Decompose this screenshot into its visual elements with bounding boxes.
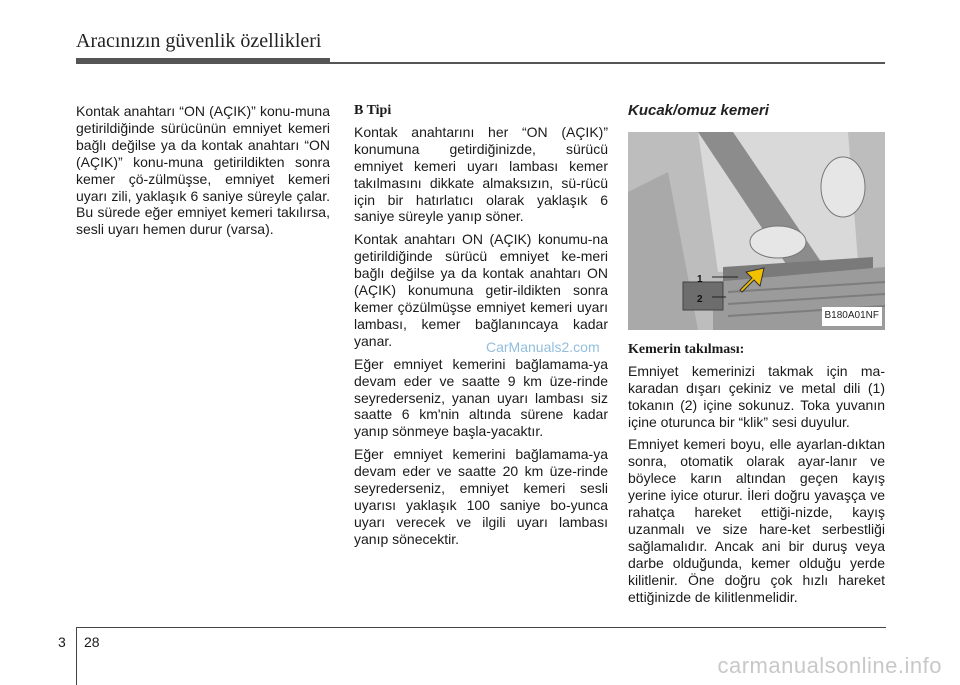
col2-paragraph-2: Kontak anahtarı ON (AÇIK) konumu-na getirildiğinde sürücü emniyet ke-meri bağlı değilse ya da kontak anahtarı ON (AÇIK) konumuna getir-ildikten sonra kemer çözülmüşse emniyet kemeri uyarı lambası, kemer bağlanıncaya kadar yanar. bbox=[354, 231, 608, 349]
seat-belt-drawing bbox=[628, 132, 885, 330]
col3-paragraph-1: Emniyet kemerinizi takmak için ma-karadan dışarı çekiniz ve metal dili (1) tokanın (2) içine sokunuz. Toka yuvanın içine oturunca bir “klik” sesi duyulur. bbox=[628, 362, 885, 430]
subheading-fastening-belt: Kemerin takılması: bbox=[628, 341, 745, 357]
col1-paragraph-1: Kontak anahtarı “ON (AÇIK)” konu-muna getirildiğinde sürücünün emniyet kemeri bağlı değilse ya da kontak anahtarı “ON (AÇIK)” konu-muna getirildikten sonra kemer çö-zülmüşse, emniyet kemeri uyarı zili, yaklaşık 6 saniye süreyle çalar. Bu sürede eğer emniyet kemeri takılırsa, sesli uyarı hemen durur (varsa). bbox=[76, 103, 330, 238]
section-heading-b-tipi: B Tipi bbox=[354, 103, 392, 118]
column-2 bbox=[354, 103, 608, 554]
header-rule-thick bbox=[76, 58, 330, 64]
callout-2: 2 bbox=[697, 293, 703, 305]
header-rule-thin bbox=[330, 62, 885, 64]
page-number: 28 bbox=[84, 634, 100, 650]
footer-rule-horizontal bbox=[76, 627, 886, 628]
section-heading-lap-shoulder-belt: Kucak/omuz kemeri bbox=[628, 102, 769, 119]
watermark: CarManuals2.com bbox=[486, 339, 600, 355]
chapter-number: 3 bbox=[58, 634, 66, 650]
col3-paragraph-2: Emniyet kemeri boyu, elle ayarlan-dıktan sonra, otomatik olarak ayar-lanır ve böylece karın altından geçen kayış yerine iyice oturur. İleri doğru yavaşça ve rahatça hareket ettiği-nizde, kayış uzanmalı ve size hare-ket serbestliği sağlamalıdır. Ancak ani bir duruş veya darbe olduğunda, kemer olduğu yerde kilitlenir. Öne doğru çok hızlı hareket ettiğinizde de kilitlenmelidir. bbox=[628, 436, 885, 605]
callout-1: 1 bbox=[697, 273, 703, 285]
seat-belt-illustration bbox=[628, 132, 885, 330]
page-header-title: Aracınızın güvenlik özellikleri bbox=[76, 30, 322, 52]
col2-paragraph-3: Eğer emniyet kemerini bağlamama-ya devam eder ve saatte 9 km üze-rinde seyrederseniz, yanan uyarı lambası siz saatte 6 km'nin altında sürene kadar yanıp sönmeye başla-yacaktır. bbox=[354, 355, 608, 440]
figure-code: B180A01NF bbox=[822, 307, 882, 326]
column-3 bbox=[628, 103, 885, 612]
column-1 bbox=[76, 103, 330, 244]
col2-paragraph-4: Eğer emniyet kemerini bağlamama-ya devam eder ve saatte 20 km üze-rinde seyrederseniz, emniyet kemeri sesli uyarısı yaklaşık 100 saniye bo-yunca uyarı verecek ve ilgili uyarı lambası yanıp sönecektir. bbox=[354, 446, 608, 547]
footer-rule-vertical bbox=[76, 627, 77, 685]
col2-paragraph-1: Kontak anahtarını her “ON (AÇIK)” konumuna getirdiğinizde, sürücü emniyet kemeri uyarı lambası kemer takılmasını dikkate almaksızın, sü-rücü için bir hatırlatıcı olarak yaklaşık 6 saniye süreyle yanıp söner. bbox=[354, 123, 608, 225]
site-watermark: carmanualsonline.info bbox=[717, 653, 942, 678]
